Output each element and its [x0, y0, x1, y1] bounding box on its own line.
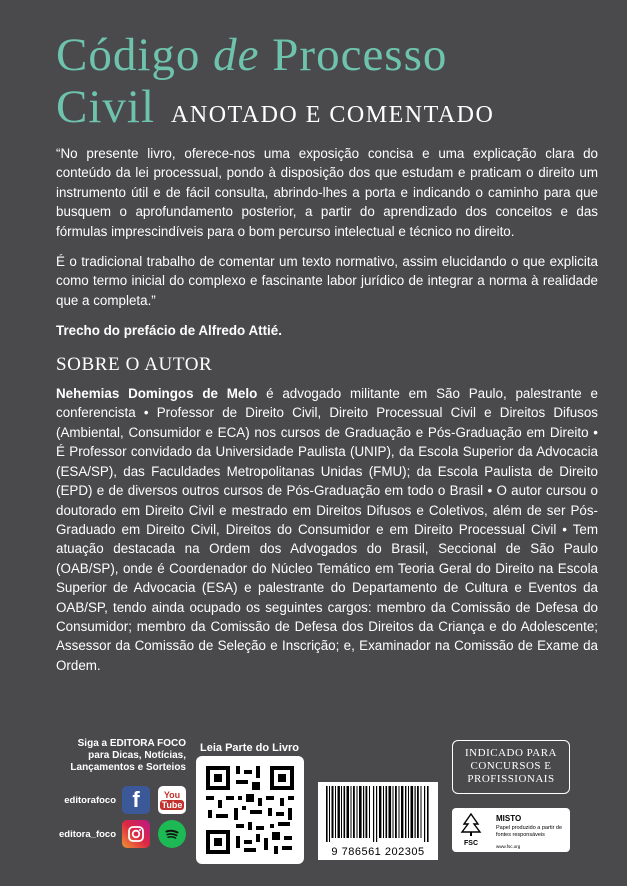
author-bio: Nehemias Domingos de Melo é advogado militante em São Paulo, palestrante e conferencista • Professor de Direito Civil, Direito Processual Civil e Direitos Difusos (Ambiental, Consumidor e ECA) nos cursos de Graduação e Pós-Graduação em Direito • É Professor convidado da Universidade Paulista (UNIP), da Escola Superior da Advocacia (ESA/SP), das Faculdades Metropolitanas Unidas (FMU); da Escola Paulista de Direito (EPD) e de diversos outros cursos de Pós-Graduação em todo o Brasil • O autor cursou o doutorado em Direito Civil e mestrado em Direitos Difusos e Coletivos, além de ser Pós-Graduado em Direito Civil, Direitos do Consumidor e em Direito Processual Civil • Tem atuação destacada na Ordem dos Advogados do Brasil, Seccional de São Paulo (OAB/SP), onde é Coordenador do Núcleo Temático em Teoria Geral do Direito na Escola Superior de Advocacia (ESA) e palestrante do Departamento de Cultura e Eventos da OAB/SP, tendo ainda ocupado os seguintes cargos: membro da Comissão de Defesa do Consumidor; membro da Comissão de Defesa dos Direitos da Criança e do Adolescente; Assessor da Comissão de Seleção e Inscrição; e, Examinador na Comissão de Exame da Ordem.	[56, 386, 598, 673]
qr-label: Leia Parte do Livro	[200, 742, 300, 754]
spotify-icon[interactable]	[158, 820, 186, 848]
social-row-2	[56, 820, 194, 848]
facebook-icon[interactable]: f	[122, 786, 150, 814]
fsc-tree-icon	[458, 812, 484, 848]
isbn-barcode	[318, 782, 438, 860]
recommended-badge: INDICADO PARA CONCURSOS E PROFISSIONAIS	[452, 740, 570, 794]
preface-paragraph-1: “No presente livro, oferece-nos uma exposição concisa e uma explicação clara do conteúdo da lei processual, pondo à disposição dos que estudam e praticam o direito um instrumento útil e de fácil consulta, abrindo-lhes a porta e indicando o caminho para que busquem o aprofundamento posterior, a partir do aprendizado dos conceitos e das fórmulas imprescindíveis para o bom percurso intelectual e técnico no direito.	[56, 146, 598, 239]
preface-credit: Trecho do prefácio de Alfredo Attié.	[56, 323, 282, 339]
svg-text:FSC: FSC	[464, 840, 478, 847]
follow-text: Siga a EDITORA FOCO para Dicas, Notícias, Lançamentos e Sorteios	[70, 738, 186, 773]
author-name: Nehemias Domingos de Melo	[56, 386, 258, 402]
book-title	[56, 29, 616, 133]
social-handle-2: editora_foco	[58, 828, 116, 840]
subtitle: ANOTADO E COMENTADO	[171, 102, 495, 128]
back-cover-text	[56, 144, 598, 686]
title-line-1: Código de Processo	[56, 29, 448, 81]
preface-paragraph-2: É o tradicional trabalho de comentar um texto normativo, assim elucidando o que explicita como termo inicial do complexo e fascinante labor jurídico de integrar a norma à realidade que a completa.”	[56, 254, 598, 308]
social-row-1	[56, 786, 194, 814]
qr-code[interactable]	[196, 756, 304, 864]
instagram-icon[interactable]	[122, 820, 150, 848]
social-handle-1: editorafoco	[64, 794, 116, 806]
youtube-icon[interactable]: You Tube	[158, 786, 186, 814]
author-heading: SOBRE O AUTOR	[56, 353, 213, 375]
isbn-number: 9 786561 202305	[331, 846, 425, 858]
title-line-2: Civil ANOTADO E COMENTADO	[56, 81, 495, 133]
fsc-badge: FSC MISTO Papel produzido a partir de fontes responsáveis www.fsc.org	[452, 808, 570, 852]
